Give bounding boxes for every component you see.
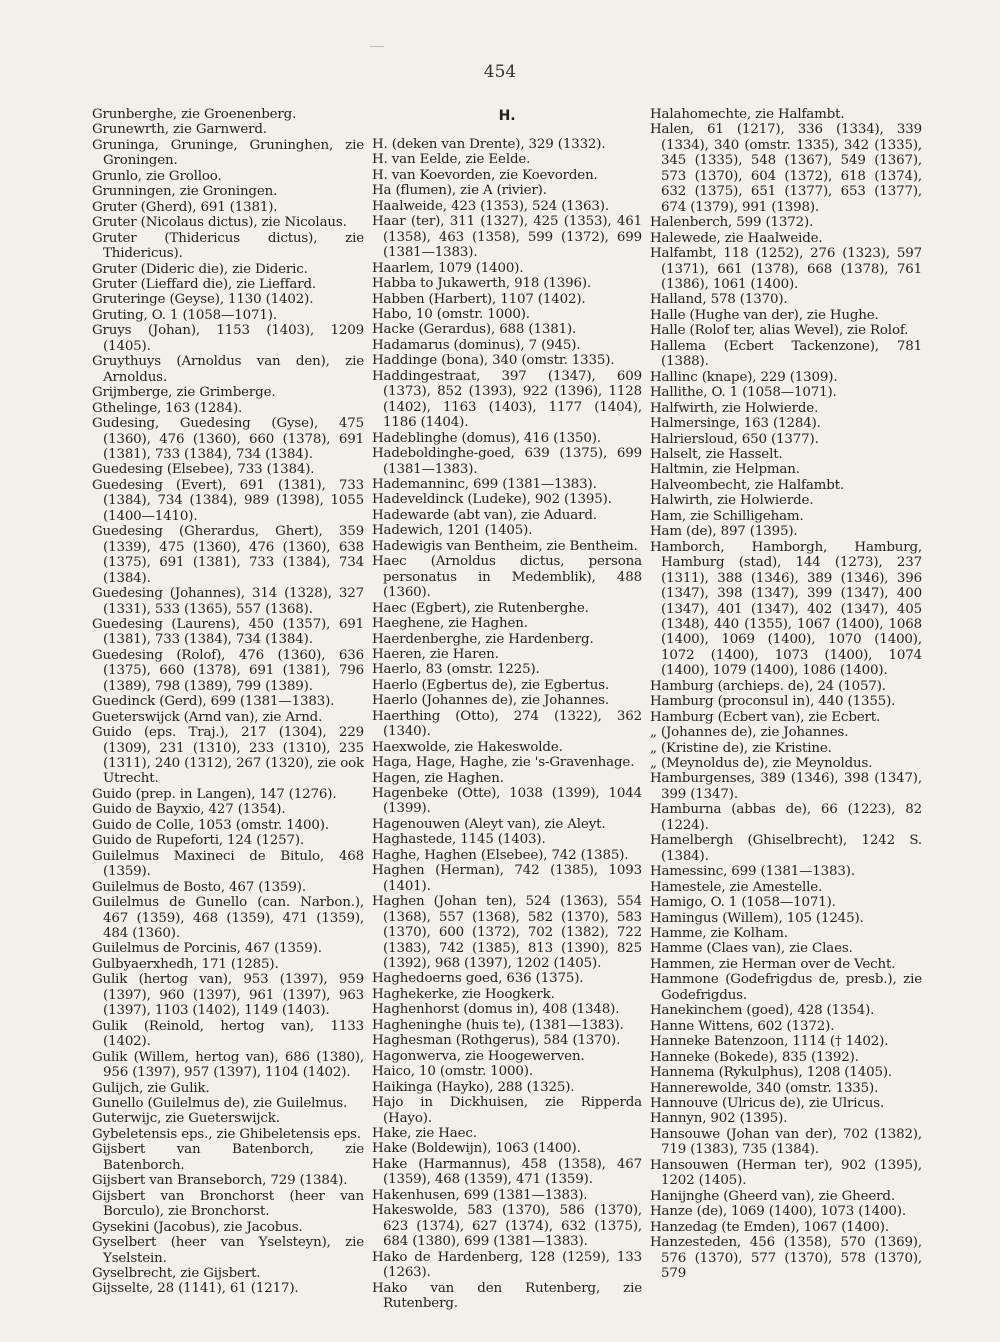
index-entry: Grunningen, zie Groningen. — [92, 184, 278, 200]
index-entry: H. (deken van Drente), 329 (1332). — [372, 137, 606, 152]
index-entry: Gruter (Gherd), 691 (1381). — [92, 199, 278, 215]
index-entry: Haghedoerns goed, 636 (1375). — [372, 971, 584, 987]
index-entry: Hanzedag (te Emden), 1067 (1400). — [650, 1219, 889, 1235]
index-entry: Ham (de), 897 (1395). — [650, 524, 798, 540]
index-entry: Gulik (Reinold, hertog van), 1133 (1402). — [92, 1018, 364, 1050]
index-entry: Hagenbeke (Otte), 1038 (1399), 1044 (1399). — [372, 786, 642, 817]
index-entry: Guido de Colle, 1053 (omstr. 1400). — [92, 817, 329, 833]
index-entry: H. van Koevorden, zie Koevorden. — [372, 167, 598, 183]
index-entry: Hadewarde (abt van), zie Aduard. — [372, 507, 597, 523]
index-column-1 — [92, 107, 364, 1297]
index-entry: Haalweide, 423 (1353), 524 (1363). — [372, 198, 609, 214]
index-entry: Guedesing (Johannes), 314 (1328), 327 (1331), 533 (1365), 557 (1368). — [92, 586, 364, 617]
index-entry: „ (Meynoldus de), zie Meynoldus. — [650, 756, 873, 772]
index-entry: Guedinck (Gerd), 699 (1381—1383). — [92, 694, 335, 710]
index-entry: Grunlo, zie Grolloo. — [92, 168, 222, 184]
index-entry: Haddinge (bona), 340 (omstr. 1335). — [372, 353, 615, 369]
index-entry: Gyselbert (heer van Yselsteyn), zie Yselstein. — [92, 1235, 364, 1266]
index-entry: Haghastede, 1145 (1403). — [372, 832, 546, 848]
index-entry: Haec (Arnoldus dictus, persona personatus in Medemblik), 488 (1360). — [372, 554, 642, 601]
index-entry: Hanne Wittens, 602 (1372). — [650, 1018, 835, 1034]
index-entry: Hannerewolde, 340 (omstr. 1335). — [650, 1080, 879, 1096]
index-entry: Hallema (Ecbert Tackenzone), 781 (1388). — [650, 338, 922, 370]
index-entry: Hannouve (Ulricus de), zie Ulricus. — [650, 1096, 885, 1111]
index-entry: Gruythuys (Arnoldus van den), zie Arnoldus. — [92, 354, 364, 385]
index-entry: Halahomechte, zie Halfambt. — [650, 107, 845, 122]
index-entry: Guilelmus de Gunello (can. Narbon.), 467 (1359), 468 (1359), 471 (1359), 484 (1360). — [92, 895, 364, 942]
index-column-2 — [372, 107, 642, 1311]
index-entry: Hamburna (abbas de), 66 (1223), 82 (1224). — [650, 802, 922, 833]
index-entry: Halfambt, 118 (1252), 276 (1323), 597 (1371), 661 (1378), 668 (1378), 761 (1386), 1061 (1400). — [650, 246, 922, 292]
index-entry: Hamborch, Hamborgh, Hamburg, Hamburg (stad), 144 (1273), 237 (1311), 388 (1346), 389 (1346), 396 (1347), 398 (1347), 399 (1347), 400 (1347), 401 (1347), 402 (1347), 405 (1348), 440 (1355), 1067 (1400), 1068 (1400), 1069 (1400), 1070 (1400), 1072 (1400), 1073 (1400), 1074 (1400), 1079 (1400), 1086 (1400). — [650, 539, 922, 679]
index-entry: Hallinc (knape), 229 (1309). — [650, 369, 838, 385]
index-entry: Haltmin, zie Helpman. — [650, 462, 800, 478]
index-entry: Hanijnghe (Gheerd van), zie Gheerd. — [650, 1188, 895, 1204]
index-entry: Hamme, zie Kolham. — [650, 926, 788, 942]
index-entry: Gruninga, Gruninge, Gruninghen, zie Groningen. — [92, 137, 364, 169]
index-entry: Guido (eps. Traj.), 217 (1304), 229 (1309), 231 (1310), 233 (1310), 235 (1311), 240 (1312), 267 (1320), zie ook Utrecht. — [92, 725, 364, 787]
index-entry: Hagheninghe (huis te), (1381—1383). — [372, 1017, 624, 1033]
index-entry: Hamestele, zie Amestelle. — [650, 879, 823, 895]
index-entry: Haghekerke, zie Hoogkerk. — [372, 986, 555, 1002]
index-entry: Guilelmus de Bosto, 467 (1359). — [92, 879, 306, 895]
index-entry: Gulbyaerxhedh, 171 (1285). — [92, 956, 279, 972]
top-rule-mark — [370, 46, 384, 47]
index-entry: Halveombecht, zie Halfambt. — [650, 477, 844, 493]
index-entry: Halenberch, 599 (1372). — [650, 215, 814, 231]
index-entry: Hadeveldinck (Ludeke), 902 (1395). — [372, 492, 612, 508]
index-entry: Haghen (Herman), 742 (1385), 1093 (1401). — [372, 863, 642, 894]
index-entry: Haec (Egbert), zie Rutenberghe. — [372, 600, 589, 616]
index-entry: Hakeswolde, 583 (1370), 586 (1370), 623 (1374), 627 (1374), 632 (1375), 684 (1380), 699 (1381—1383). — [372, 1203, 642, 1250]
index-entry: Hake (Harmannus), 458 (1358), 467 (1359), 468 (1359), 471 (1359). — [372, 1156, 642, 1188]
index-entry: Gruter (Dideric die), zie Dideric. — [92, 261, 308, 277]
index-entry: Halle (Hughe van der), zie Hughe. — [650, 307, 879, 323]
index-entry: Gruteringe (Geyse), 1130 (1402). — [92, 292, 314, 308]
index-entry: Hacke (Gerardus), 688 (1381). — [372, 322, 577, 338]
index-entry: Hamigo, O. 1 (1058—1071). — [650, 895, 836, 911]
index-entry: Haexwolde, zie Hakeswolde. — [372, 739, 563, 755]
index-entry: Hamme (Claes van), zie Claes. — [650, 941, 853, 957]
index-entry: Hamelbergh (Ghiselbrecht), 1242 S. (1384). — [650, 833, 922, 864]
index-entry: Hamburg (Ecbert van), zie Ecbert. — [650, 709, 881, 725]
index-entry: Haghenhorst (domus in), 408 (1348). — [372, 1002, 620, 1018]
index-entry: Hamburgenses, 389 (1346), 398 (1347), 399 (1347). — [650, 771, 922, 802]
index-entry: Gruting, O. 1 (1058—1071). — [92, 307, 277, 323]
index-entry: Hanekinchem (goed), 428 (1354). — [650, 1003, 875, 1019]
index-entry: Hadeboldinghe-goed, 639 (1375), 699 (1381—1383). — [372, 446, 642, 477]
index-entry: Haddingestraat, 397 (1347), 609 (1373), 852 (1393), 922 (1396), 1128 (1402), 1163 (1403), 1177 (1404), 1186 (1404). — [372, 368, 642, 431]
index-entry: Hako van den Rutenberg, zie Rutenberg. — [372, 1280, 642, 1311]
index-entry: Guilelmus de Porcinis, 467 (1359). — [92, 941, 322, 957]
index-entry: Haghesman (Rothgerus), 584 (1370). — [372, 1033, 621, 1049]
index-entry: Gueterswijck (Arnd van), zie Arnd. — [92, 709, 323, 725]
index-entry: Haerthing (Otto), 274 (1322), 362 (1340). — [372, 708, 642, 740]
index-entry: Guido de Rupeforti, 124 (1257). — [92, 833, 304, 849]
index-entry: Hake (Boldewijn), 1063 (1400). — [372, 1141, 581, 1157]
index-entry: „ (Kristine de), zie Kristine. — [650, 740, 832, 756]
index-entry: Guedesing (Laurens), 450 (1357), 691 (1381), 733 (1384), 734 (1384). — [92, 616, 364, 648]
index-entry: Halen, 61 (1217), 336 (1334), 339 (1334), 340 (omstr. 1335), 342 (1335), 345 (1335), 548 (1367), 549 (1367), 573 (1370), 604 (1372), 618 (1374), 632 (1375), 651 (1377), 653 (1377), 674 (1379), 991 (1398). — [650, 122, 922, 215]
index-entry: Halfwirth, zie Holwierde. — [650, 400, 819, 416]
index-entry: Hadeblinghe (domus), 416 (1350). — [372, 430, 601, 446]
index-entry: Gijsselte, 28 (1141), 61 (1217). — [92, 1281, 299, 1297]
index-entry: Hannema (Rykulphus), 1208 (1405). — [650, 1065, 893, 1081]
index-entry: Gijsbert van Batenborch, zie Batenborch. — [92, 1142, 364, 1173]
index-entry: Hake, zie Haec. — [372, 1126, 477, 1141]
index-entry: Haeghene, zie Haghen. — [372, 616, 528, 632]
index-entry: Hadewich, 1201 (1405). — [372, 523, 533, 539]
index-entry: Gyselbrecht, zie Gijsbert. — [92, 1265, 261, 1281]
index-entry: Hanneke Batenzoon, 1114 († 1402). — [650, 1034, 889, 1050]
index-entry: Haga, Hage, Haghe, zie 's-Gravenhage. — [372, 755, 635, 771]
index-entry: Halselt, zie Hasselt. — [650, 446, 783, 462]
index-column-3 — [650, 107, 922, 1281]
index-entry: Hakenhusen, 699 (1381—1383). — [372, 1187, 588, 1203]
index-entry: Haghen (Johan ten), 524 (1363), 554 (1368), 557 (1368), 582 (1370), 583 (1370), 600 (1372), 702 (1382), 722 (1383), 742 (1385), 813 (1390), 825 (1392), 968 (1397), 1202 (1405). — [372, 894, 642, 972]
index-entry: Guterwijc, zie Gueterswijck. — [92, 1111, 280, 1127]
index-entry: Haerlo, 83 (omstr. 1225). — [372, 662, 540, 678]
index-entry: Hallithe, O. 1 (1058—1071). — [650, 385, 837, 401]
index-entry: Hagonwerva, zie Hoogewerven. — [372, 1048, 585, 1064]
index-entry: Ha (flumen), zie A (rivier). — [372, 183, 547, 199]
index-entry: Habben (Harbert), 1107 (1402). — [372, 291, 586, 307]
index-entry: Hako de Hardenberg, 128 (1259), 133 (1263). — [372, 1249, 642, 1281]
index-entry: Halmersinge, 163 (1284). — [650, 416, 821, 432]
index-entry: Gybeletensis eps., zie Ghibeletensis eps. — [92, 1126, 361, 1142]
index-entry: Habba to Jukawerth, 918 (1396). — [372, 276, 592, 292]
page-number: 454 — [483, 62, 517, 82]
index-entry: Grunberghe, zie Groenenberg. — [92, 107, 297, 122]
index-entry: Haico, 10 (omstr. 1000). — [372, 1064, 533, 1080]
index-entry: Grunewrth, zie Garnwerd. — [92, 122, 267, 138]
index-entry: Hammen, zie Herman over de Vecht. — [650, 956, 896, 972]
index-entry: Guido (prep. in Langen), 147 (1276). — [92, 786, 337, 802]
index-entry: Hademanninc, 699 (1381—1383). — [372, 476, 597, 492]
index-entry: Hamingus (Willem), 105 (1245). — [650, 910, 864, 926]
index-entry: Gruter (Nicolaus dictus), zie Nicolaus. — [92, 215, 347, 231]
index-entry: Gudesing, Guedesing (Gyse), 475 (1360), 476 (1360), 660 (1378), 691 (1381), 733 (1384), 734 (1384). — [92, 416, 364, 462]
index-entry: Guedesing (Gherardus, Ghert), 359 (1339), 475 (1360), 476 (1360), 638 (1375), 691 (1381), 733 (1384), 734 (1384). — [92, 524, 364, 586]
index-entry: Gulik (hertog van), 953 (1397), 959 (1397), 960 (1397), 961 (1397), 963 (1397), 1103 (1402), 1149 (1403). — [92, 972, 364, 1019]
index-entry: Halland, 578 (1370). — [650, 292, 788, 308]
index-entry: H. van Eelde, zie Eelde. — [372, 152, 531, 168]
index-entry: Hanzesteden, 456 (1358), 570 (1369), 576 (1370), 577 (1370), 578 (1370), 579 — [650, 1235, 922, 1281]
index-entry: Haerdenberghe, zie Hardenberg. — [372, 631, 594, 647]
index-entry: Hadamarus (dominus), 7 (945). — [372, 337, 581, 353]
index-entry: Gijsbert van Bronchorst (heer van Borculo), zie Bronchorst. — [92, 1188, 364, 1220]
index-entry: Guilelmus Maxineci de Bitulo, 468 (1359). — [92, 848, 364, 880]
index-entry: Halriersloud, 650 (1377). — [650, 431, 819, 447]
index-entry: Haerlo (Johannes de), zie Johannes. — [372, 693, 609, 709]
index-entry: Gulik (Willem, hertog van), 686 (1380), 956 (1397), 957 (1397), 1104 (1402). — [92, 1049, 364, 1081]
index-entry: Hamessinc, 699 (1381—1383). — [650, 864, 855, 880]
index-entry: Gysekini (Jacobus), zie Jacobus. — [92, 1219, 303, 1235]
index-entry: Hadewigis van Bentheim, zie Bentheim. — [372, 538, 638, 554]
index-entry: Halewede, zie Haalweide. — [650, 230, 823, 246]
index-entry: Halwirth, zie Holwierde. — [650, 493, 814, 509]
index-entry: Haarlem, 1079 (1400). — [372, 260, 524, 276]
index-entry: Habo, 10 (omstr. 1000). — [372, 306, 530, 322]
index-entry: Haerlo (Egbertus de), zie Egbertus. — [372, 677, 610, 693]
index-entry: Gulijch, zie Gulik. — [92, 1080, 210, 1096]
index-entry: Gruys (Johan), 1153 (1403), 1209 (1405). — [92, 323, 364, 354]
index-entry: Hamburg (archieps. de), 24 (1057). — [650, 678, 886, 694]
index-entry: Hamburg (proconsul in), 440 (1355). — [650, 694, 896, 710]
index-entry: Haghe, Haghen (Elsebee), 742 (1385). — [372, 847, 629, 863]
index-entry: Hanneke (Bokede), 835 (1392). — [650, 1049, 859, 1065]
index-entry: Haeren, zie Haren. — [372, 646, 499, 662]
index-entry: Hammone (Godefrigdus de, presb.), zie Godefrigdus. — [650, 972, 922, 1003]
index-entry: Gruter (Lieffard die), zie Lieffard. — [92, 276, 316, 292]
index-entry: Hansouwen (Herman ter), 902 (1395), 1202 (1405). — [650, 1157, 922, 1189]
index-entry: Guido de Bayxio, 427 (1354). — [92, 802, 286, 818]
index-entry: Gunello (Guilelmus de), zie Guilelmus. — [92, 1096, 348, 1111]
index-entry: Hanze (de), 1069 (1400), 1073 (1400). — [650, 1204, 906, 1220]
index-entry: Gruter (Thidericus dictus), zie Thidericus). — [92, 230, 364, 262]
index-entry: Haikinga (Hayko), 288 (1325). — [372, 1079, 575, 1095]
index-entry: Hajo in Dickhuisen, zie Ripperda (Hayo). — [372, 1095, 642, 1126]
index-entry: Hannyn, 902 (1395). — [650, 1111, 788, 1127]
index-entry: Hansouwe (Johan van der), 702 (1382), 719 (1383), 735 (1384). — [650, 1126, 922, 1158]
index-entry: „ (Johannes de), zie Johannes. — [650, 725, 849, 741]
index-entry: Hagen, zie Haghen. — [372, 770, 504, 786]
index-entry: Gijsbert van Branseborch, 729 (1384). — [92, 1173, 348, 1189]
section-heading: H. — [498, 108, 516, 124]
index-entry: Haar (ter), 311 (1327), 425 (1353), 461 (1358), 463 (1358), 599 (1372), 699 (1381—1383). — [372, 214, 642, 261]
index-entry: Grijmberge, zie Grimberge. — [92, 385, 276, 401]
index-entry: Hagenouwen (Aleyt van), zie Aleyt. — [372, 816, 606, 832]
index-entry: Guedesing (Rolof), 476 (1360), 636 (1375), 660 (1378), 691 (1381), 796 (1389), 798 (1389), 799 (1389). — [92, 647, 364, 694]
index-entry: Gthelinge, 163 (1284). — [92, 400, 243, 416]
index-entry: Guedesing (Elsebee), 733 (1384). — [92, 462, 315, 478]
index-entry: Halle (Rolof ter, alias Wevel), zie Rolof. — [650, 323, 909, 339]
index-entry: Ham, zie Schilligeham. — [650, 508, 804, 524]
index-entry: Guedesing (Evert), 691 (1381), 733 (1384), 734 (1384), 989 (1398), 1055 (1400—1410). — [92, 477, 364, 524]
